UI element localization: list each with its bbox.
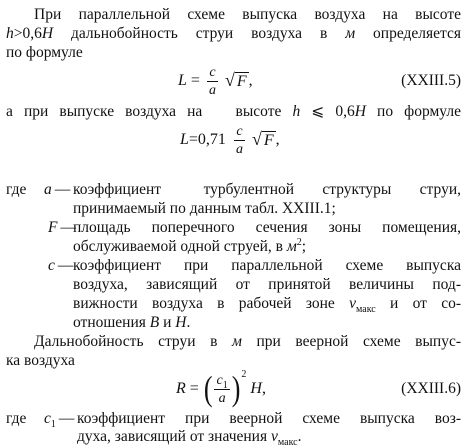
left-parenthesis: ( (203, 368, 213, 408)
formula-equals: = (185, 379, 203, 397)
paragraph-3-line-2 (6, 352, 75, 371)
fraction-denominator: a (235, 141, 243, 157)
definition-c1-line-1 (77, 410, 461, 429)
text-run: принимаемый по данным табл. XXIII.1; (73, 200, 336, 217)
formula-fraction (207, 65, 218, 98)
formula-punctuation: , (261, 379, 266, 397)
formula-fraction (234, 124, 245, 157)
text-run: воздуха, зависящий от принятой величины под- (73, 276, 461, 293)
symbol-H: H (41, 25, 54, 42)
fraction-numerator: c (209, 64, 216, 80)
text-run: обслуживаемой одной струей, в (73, 238, 287, 255)
square-root (225, 71, 249, 91)
square-root (252, 130, 276, 150)
symbol-a: a (44, 181, 52, 198)
text-run: по формуле (6, 44, 83, 61)
definition-a-line-1 (73, 181, 461, 200)
radical-sign: √ (224, 70, 235, 90)
definition-c-line-4 (73, 314, 190, 333)
definition-where (6, 181, 26, 200)
symbol-c: c (44, 410, 51, 427)
formula-2 (180, 123, 280, 157)
text-run: при веерной схеме выпус- (241, 333, 462, 350)
symbol-B: B (149, 314, 160, 331)
formula-lhs: L (180, 130, 189, 148)
unit-m: м (286, 238, 297, 255)
where-word: где (6, 181, 27, 198)
definition-F-line-1 (73, 219, 461, 238)
definition-a-symbol (44, 181, 73, 200)
formula-fraction (214, 373, 229, 406)
text-run: ; (301, 238, 307, 255)
formula-lhs: L (178, 71, 187, 89)
definition-c-line-2 (73, 276, 461, 295)
symbol-v: v (270, 428, 278, 445)
definition-a-line-2 (73, 200, 336, 219)
text-run: отношения (73, 314, 150, 331)
equation-number-xxiii-5 (401, 72, 461, 91)
paragraph-1-line-2 (6, 25, 461, 44)
formula-xxiii-5 (178, 64, 253, 98)
em-dash: — (58, 410, 75, 427)
definition-c1-symbol (44, 410, 77, 429)
symbol-c: c (48, 257, 55, 274)
where-word: где (6, 410, 27, 427)
text-run: Дальнобойность струи в (34, 333, 232, 350)
formula-equals: =0,71 (188, 130, 226, 148)
subscript: макс (277, 437, 298, 448)
text-run: При параллельной схеме выпуска воздуха на высоте (34, 6, 461, 23)
symbol-H: H (354, 103, 366, 120)
text-run: . (186, 314, 191, 331)
equation-number-xxiii-6 (401, 380, 461, 399)
superscript: 2 (296, 236, 302, 248)
text-run: коэффициент турбулентной структуры струи, (73, 181, 461, 198)
definition-F-line-2 (73, 238, 306, 257)
right-parenthesis: ) (231, 368, 241, 408)
text-run: . (297, 428, 302, 445)
symbol-h: h (292, 103, 301, 120)
text-run: по формуле (365, 103, 461, 120)
subscript: макс (356, 304, 376, 316)
text-run: а при выпуске воздуха на высоте (6, 103, 293, 120)
paragraph-2 (6, 103, 461, 122)
radicand: F (263, 132, 274, 149)
symbol-H: H (250, 379, 262, 397)
em-dash: — (60, 219, 76, 236)
paragraph-3-line-1 (34, 333, 461, 352)
fraction-numerator: c (236, 123, 243, 139)
text-run: ка воздуха (6, 352, 75, 369)
formula-lhs: R (176, 379, 186, 397)
text-run: коэффициент при параллельной схеме выпуска (73, 257, 461, 274)
symbol-h: h (6, 25, 14, 42)
text-run: площадь поперечного сечения зоны помещения, (73, 219, 461, 236)
radicand: F (236, 73, 247, 90)
text-run: вижности воздуха в рабочей зоне (73, 295, 350, 312)
em-dash: — (54, 181, 71, 198)
text-run: и (159, 314, 176, 331)
equation-number: (XXIII.5) (401, 72, 461, 89)
text-run: духа, зависящий от значения (77, 428, 271, 445)
formula-xxiii-6: R = ( $\frac{c_1}{a}$ ) 2 H , (176, 368, 266, 408)
em-dash: — (57, 257, 74, 274)
formula-punctuation: , (248, 71, 253, 89)
formula-equals: = (186, 71, 204, 89)
paragraph-1-line-1 (34, 6, 461, 25)
text-run: определяется (355, 25, 461, 42)
definition-c-line-3 (73, 295, 461, 314)
symbol-v: v (349, 295, 356, 312)
subscript: 1 (50, 419, 56, 431)
text-run: ⩽ 0,6 (300, 103, 355, 120)
radical-sign: √ (251, 129, 262, 149)
equation-number: (XXIII.6) (401, 380, 461, 397)
fraction-denominator: a (208, 82, 216, 98)
unit-m: м (345, 25, 356, 42)
fraction-denominator: a (218, 390, 226, 406)
text-run: коэффициент при веерной схеме выпуска воз- (77, 410, 461, 427)
formula-punctuation: , (275, 130, 280, 148)
unit-m: м (231, 333, 242, 350)
text-run: дальнобойность струи воздуха в (53, 25, 346, 42)
definition-c1-where (6, 410, 26, 429)
symbol-F: F (48, 219, 58, 236)
fraction-numerator (214, 373, 229, 390)
subscript: 1 (222, 379, 228, 391)
definition-c1-line-2 (77, 428, 302, 447)
definition-c-line-1 (73, 257, 461, 276)
symbol-c: c (216, 372, 223, 388)
symbol-H: H (175, 314, 187, 331)
paragraph-1-line-3 (6, 44, 83, 63)
text-run: и от со- (375, 295, 462, 312)
text-run: >0,6 (13, 25, 42, 42)
